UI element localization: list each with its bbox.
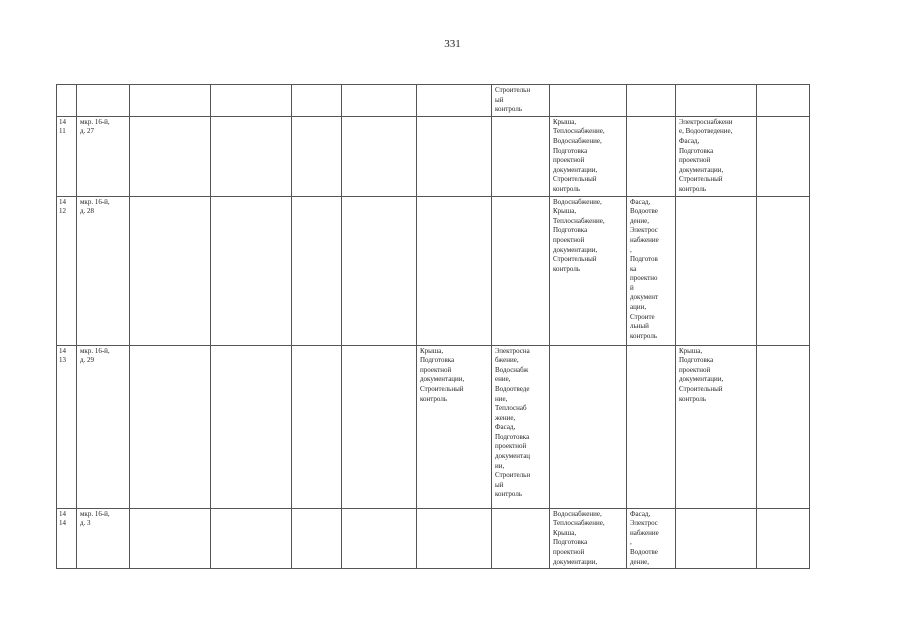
table-cell	[130, 116, 211, 196]
table-cell	[342, 85, 417, 117]
table-cell	[292, 116, 342, 196]
table-row	[57, 116, 810, 196]
table-cell	[130, 85, 211, 117]
table-cell	[211, 85, 292, 117]
table-cell	[130, 345, 211, 508]
table-cell: Крыша, Подготовка проектной документации, Строительный контроль	[417, 345, 492, 508]
row-number-cell: 14 13	[57, 345, 77, 508]
table-cell	[417, 508, 492, 569]
work-schedule-table	[56, 84, 810, 569]
table-cell	[550, 85, 627, 117]
row-number-cell: 14 11	[57, 116, 77, 196]
table-cell	[130, 508, 211, 569]
table-cell	[211, 508, 292, 569]
table-cell: Фасад, Электрос набжение , Водоотве дение,	[627, 508, 676, 569]
table-cell	[627, 345, 676, 508]
table-cell	[627, 85, 676, 117]
table-row	[57, 85, 810, 117]
table-cell	[292, 85, 342, 117]
table-cell	[417, 116, 492, 196]
table-cell: Электроснабжени е, Водоотведение, Фасад, Подготовка проектной документации, Строительный контроль	[676, 116, 757, 196]
table-cell: Водоснабжение, Теплоснабжение, Крыша, Подготовка проектной документации,	[550, 508, 627, 569]
table-cell	[492, 196, 550, 345]
table-cell	[627, 116, 676, 196]
table-cell	[757, 196, 810, 345]
table-cell: Водоснабжение, Крыша, Теплоснабжение, Подготовка проектной документации, Строительный контроль	[550, 196, 627, 345]
table-cell	[211, 116, 292, 196]
table-cell	[492, 508, 550, 569]
table-cell	[130, 196, 211, 345]
table-cell	[676, 85, 757, 117]
table-cell: Крыша, Подготовка проектной документации, Строительный контроль	[676, 345, 757, 508]
row-number-cell	[57, 85, 77, 117]
table-cell	[417, 85, 492, 117]
address-cell: мкр. 16-й, д. 29	[77, 345, 130, 508]
table-cell: Крыша, Теплоснабжение, Водоснабжение, Подготовка проектной документации, Строительный контроль	[550, 116, 627, 196]
table-cell	[292, 196, 342, 345]
table-cell	[550, 345, 627, 508]
table-cell: Электросна бжение, Водоснабж ение, Водоотведе ние, Теплоснаб жение, Фасад, Подготовка проектной документац ии, Строительн ый контроль	[492, 345, 550, 508]
table-cell	[757, 85, 810, 117]
address-cell	[77, 85, 130, 117]
row-number-cell: 14 14	[57, 508, 77, 569]
table-cell: Фасад, Водоотве дение, Электрос набжение , Подготов ка проектно й документ ации, Строите льный контроль	[627, 196, 676, 345]
table-cell	[292, 508, 342, 569]
table-cell	[342, 196, 417, 345]
table-cell	[757, 116, 810, 196]
table-cell	[676, 196, 757, 345]
table-cell	[417, 196, 492, 345]
address-cell: мкр. 16-й, д. 3	[77, 508, 130, 569]
table-cell	[342, 508, 417, 569]
row-number-cell: 14 12	[57, 196, 77, 345]
page-number: 331	[444, 38, 461, 50]
address-cell: мкр. 16-й, д. 27	[77, 116, 130, 196]
table-cell	[342, 116, 417, 196]
table-cell: Строительн ый контроль	[492, 85, 550, 117]
table-cell	[342, 345, 417, 508]
table-row	[57, 196, 810, 345]
table-row	[57, 345, 810, 508]
address-cell: мкр. 16-й, д. 28	[77, 196, 130, 345]
table-cell	[676, 508, 757, 569]
table-cell	[211, 196, 292, 345]
table-cell	[757, 508, 810, 569]
table-row	[57, 508, 810, 569]
table-cell	[757, 345, 810, 508]
table-cell	[211, 345, 292, 508]
table-cell	[492, 116, 550, 196]
table-cell	[292, 345, 342, 508]
